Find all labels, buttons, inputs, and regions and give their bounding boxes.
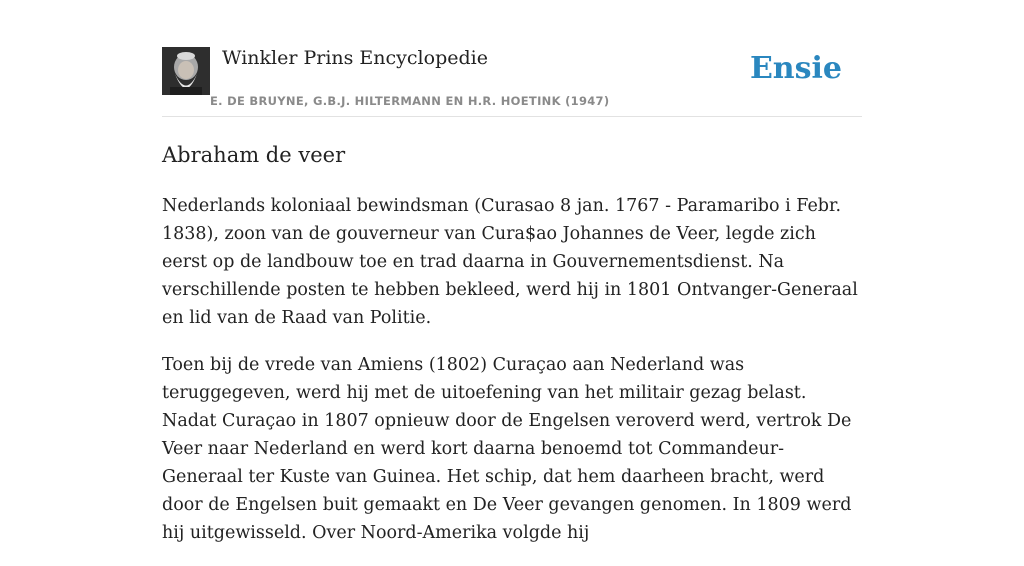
article-paragraph: Toen bij de vrede van Amiens (1802) Curaçao aan Nederland was teruggegeven, werd hij met de uitoefening van het militair gezag belast. Nadat Curaçao in 1807 opnieuw door de Engelsen veroverd werd, vertrok De Veer naar Nederland en werd kort daarna benoemd tot Commandeur-Generaal ter Kuste van Guinea. Het schip, dat hem daarheen bracht, werd door de Engelsen buit gemaakt en De Veer gevangen genomen. In 1809 werd hij uitgewisseld. Over Noord-Amerika volgde hij [162,355,852,543]
article-body [162,192,862,566]
page-container [162,0,862,543]
site-title[interactable]: Winkler Prins Encyclopedie [222,47,488,69]
site-header [162,0,862,117]
article-paragraph: Nederlands koloniaal bewindsman (Curasao 8 jan. 1767 - Paramaribo i Febr. 1838), zoon van de gouverneur van Cura$ao Johannes de Veer, legde zich eerst op de landbouw toe en trad daarna in Gouvernementsdienst. Na verschillende posten te hebben bekleed, werd hij in 1801 Ontvanger-Generaal en lid van de Raad van Politie. [162,196,858,328]
portrait-avatar-icon[interactable] [162,47,210,95]
article-title: Abraham de veer [162,143,346,167]
brand-logo[interactable]: Ensie [749,51,842,86]
authors-line: E. DE BRUYNE, G.B.J. HILTERMANN EN H.R. HOETINK (1947) [210,94,610,108]
portrait-svg [162,47,210,95]
